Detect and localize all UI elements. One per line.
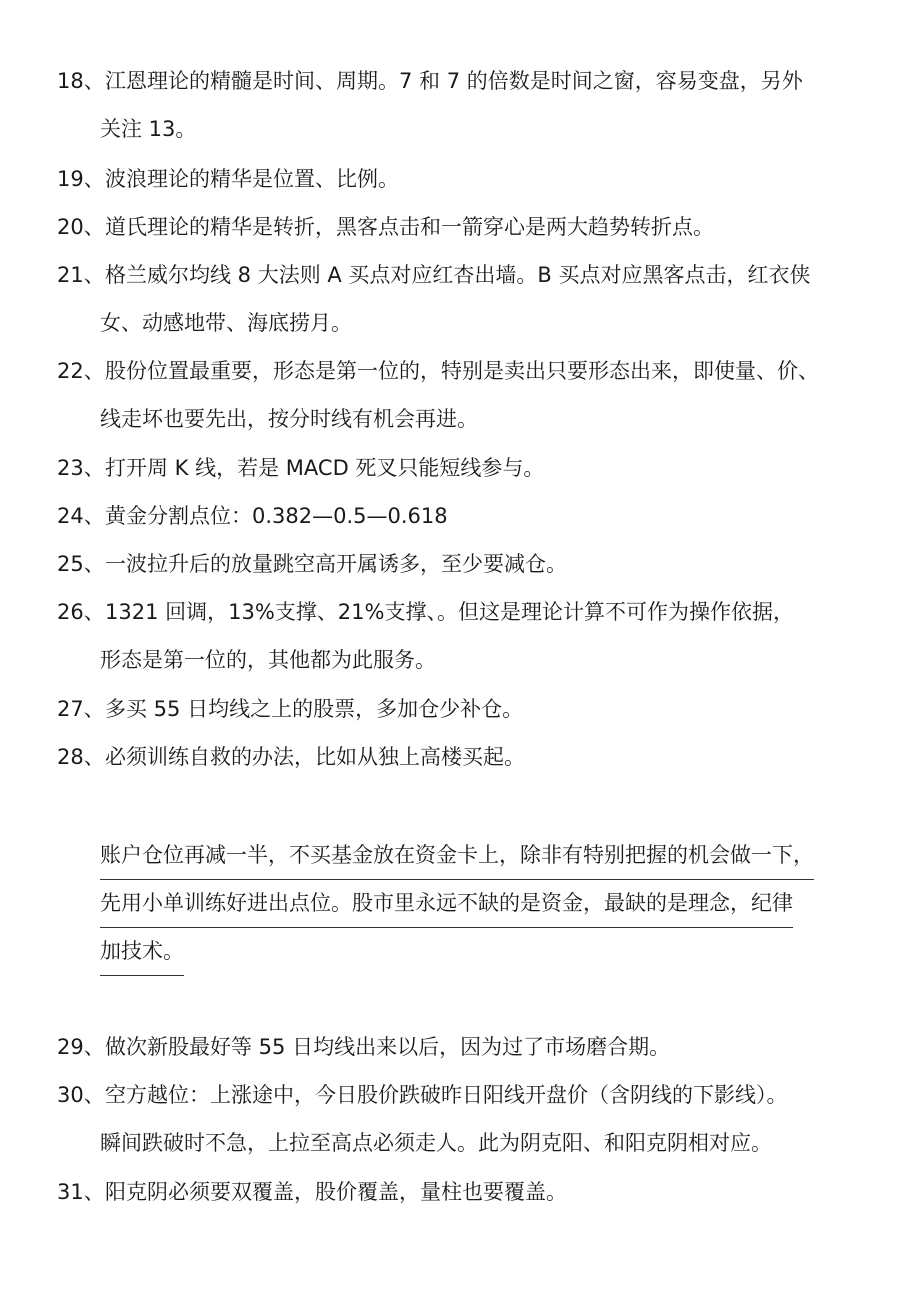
item-text: 做次新股最好等 55 日均线出来以后，因为过了市场磨合期。 <box>105 1035 671 1059</box>
item-text: 必须训练自救的办法，比如从独上高楼买起。 <box>105 745 525 769</box>
list-item <box>57 1071 877 1119</box>
item-number: 20、 <box>57 215 105 239</box>
list-item <box>57 1168 877 1216</box>
item-continuation: 关注 13。 <box>100 117 197 141</box>
item-number: 18、 <box>57 69 105 93</box>
item-text: 一波拉升后的放量跳空高开属诱多，至少要减仓。 <box>105 552 567 576</box>
note-line: 加技术。 <box>100 927 184 976</box>
item-text: 1321 回调，13%支撑、21%支撑、。但这是理论计算不可作为操作依据， <box>105 600 794 624</box>
item-text: 多买 55 日均线之上的股票，多加仓少补仓。 <box>105 697 524 721</box>
list-item <box>57 57 877 105</box>
list-item <box>57 540 877 588</box>
list-item <box>57 588 877 636</box>
item-number: 31、 <box>57 1180 105 1204</box>
item-number: 24、 <box>57 504 105 528</box>
item-number: 26、 <box>57 600 105 624</box>
item-number: 30、 <box>57 1083 105 1107</box>
list-item <box>57 347 877 395</box>
list-item <box>57 155 877 203</box>
item-text: 波浪理论的精华是位置、比例。 <box>105 167 399 191</box>
item-number: 22、 <box>57 359 105 383</box>
item-text: 格兰威尔均线 8 大法则 A 买点对应红杏出墙。B 买点对应黑客点击，红衣侠 <box>105 263 811 287</box>
item-number: 21、 <box>57 263 105 287</box>
list-item <box>57 733 877 781</box>
item-continuation: 线走坏也要先出，按分时线有机会再进。 <box>100 407 478 431</box>
list-item <box>57 203 877 251</box>
item-text: 股份位置最重要，形态是第一位的，特别是卖出只要形态出来，即使量、价、 <box>105 359 819 383</box>
item-continuation: 女、动感地带、海底捞月。 <box>100 311 352 335</box>
item-number: 27、 <box>57 697 105 721</box>
item-continuation: 形态是第一位的，其他都为此服务。 <box>100 648 436 672</box>
item-text: 阳克阴必须要双覆盖，股价覆盖，量柱也要覆盖。 <box>105 1180 567 1204</box>
item-continuation: 瞬间跌破时不急，上拉至高点必须走人。此为阴克阳、和阳克阴相对应。 <box>100 1131 772 1155</box>
item-number: 25、 <box>57 552 105 576</box>
item-text: 江恩理论的精髓是时间、周期。7 和 7 的倍数是时间之窗，容易变盘，另外 <box>105 69 803 93</box>
note-line: 账户仓位再减一半，不买基金放在资金卡上，除非有特别把握的机会做一下， <box>100 831 814 880</box>
item-text: 道氏理论的精华是转折，黑客点击和一箭穿心是两大趋势转折点。 <box>105 215 714 239</box>
item-number: 19、 <box>57 167 105 191</box>
note-line: 先用小单训练好进出点位。股市里永远不缺的是资金，最缺的是理念，纪律 <box>100 879 793 928</box>
item-text: 黄金分割点位：0.382—0.5—0.618 <box>105 504 448 528</box>
item-text: 打开周 K 线，若是 MACD 死叉只能短线参与。 <box>105 456 545 480</box>
list-item <box>57 492 877 540</box>
item-number: 23、 <box>57 456 105 480</box>
item-number: 29、 <box>57 1035 105 1059</box>
list-item <box>57 685 877 733</box>
item-text: 空方越位：上涨途中，今日股价跌破昨日阳线开盘价（含阴线的下影线）。 <box>105 1083 788 1107</box>
item-number: 28、 <box>57 745 105 769</box>
list-item <box>57 444 877 492</box>
list-item <box>57 251 877 299</box>
list-item <box>57 1023 877 1071</box>
